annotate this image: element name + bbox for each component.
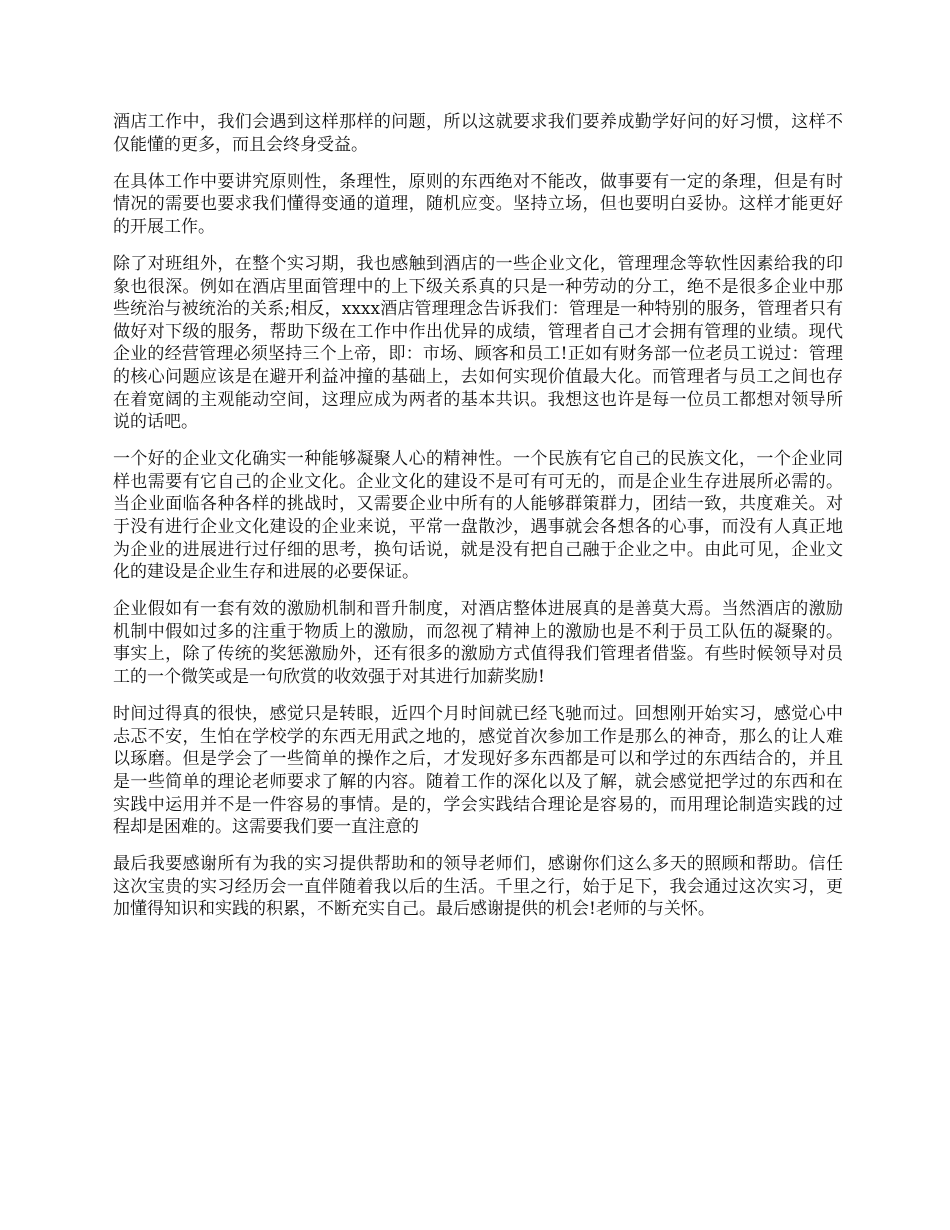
- document-page: [113, 111, 843, 936]
- paragraph-7: 最后我要感谢所有为我的实习提供帮助和的领导老师们，感谢你们这么多天的照顾和帮助。信任这次宝贵的实习经历会一直伴随着我以后的生活。千里之行，始于足下，我会通过这次实习，更加懂得知识和实践的积累，不断充实自己。最后感谢提供的机会!老师的与关怀。: [113, 854, 843, 920]
- paragraph-5: 企业假如有一套有效的激励机制和晋升制度，对酒店整体进展真的是善莫大焉。当然酒店的激励机制中假如过多的注重于物质上的激励，而忽视了精神上的激励也是不利于员工队伍的凝聚的。事实上，除了传统的奖惩激励外，还有很多的激励方式值得我们管理者借鉴。有些时候领导对员工的一个微笑或是一句欣赏的收效强于对其进行加薪奖励!: [113, 599, 843, 688]
- paragraph-4: 一个好的企业文化确实一种能够凝聚人心的精神性。一个民族有它自己的民族文化，一个企业同样也需要有它自己的企业文化。企业文化的建设不是可有可无的，而是企业生存进展所必需的。当企业面临各种各样的挑战时，又需要企业中所有的人能够群策群力，团结一致，共度难关。对于没有进行企业文化建设的企业来说，平常一盘散沙，遇事就会各想各的心事，而没有人真正地为企业的进展进行过仔细的思考，换句话说，就是没有把自己融于企业之中。由此可见，企业文化的建设是企业生存和进展的必要保证。: [113, 449, 843, 583]
- paragraph-3: 除了对班组外，在整个实习期，我也感触到酒店的一些企业文化，管理理念等软性因素给我的印象也很深。例如在酒店里面管理中的上下级关系真的只是一种劳动的分工，绝不是很多企业中那些统治与被统治的关系;相反，xxxx酒店管理理念告诉我们：管理是一种特别的服务，管理者只有做好对下级的服务，帮助下级在工作中作出优异的成绩，管理者自己才会拥有管理的业绩。现代企业的经营管理必须坚持三个上帝，即：市场、顾客和员工!正如有财务部一位老员工说过：管理的核心问题应该是在避开利益冲撞的基础上，去如何实现价值最大化。而管理者与员工之间也存在着宽阔的主观能动空间，这理应成为两者的基本共识。我想这也许是每一位员工都想对领导所说的话吧。: [113, 253, 843, 433]
- paragraph-2: 在具体工作中要讲究原则性，条理性，原则的东西绝对不能改，做事要有一定的条理，但是有时情况的需要也要求我们懂得变通的道理，随机应变。坚持立场，但也要明白妥协。这样才能更好的开展工作。: [113, 171, 843, 237]
- paragraph-1: 酒店工作中，我们会遇到这样那样的问题，所以这就要求我们要养成勤学好问的好习惯，这样不仅能懂的更多，而且会终身受益。: [113, 112, 843, 155]
- paragraph-6: 时间过得真的很快，感觉只是转眼，近四个月时间就已经飞驰而过。回想刚开始实习，感觉心中忐忑不安，生怕在学校学的东西无用武之地的，感觉首次参加工作是那么的神奇，那么的让人难以琢磨。但是学会了一些简单的操作之后，才发现好多东西都是可以和学过的东西结合的，并且是一些简单的理论老师要求了解的内容。随着工作的深化以及了解，就会感觉把学过的东西和在实践中运用并不是一件容易的事情。是的，学会实践结合理论是容易的，而用理论制造实践的过程却是困难的。这需要我们要一直注意的: [113, 704, 843, 838]
